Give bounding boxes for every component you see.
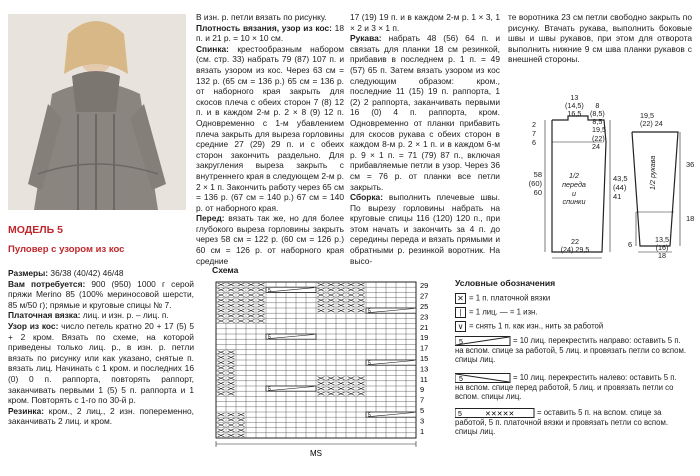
- row-number-label: 21: [420, 322, 429, 332]
- cuff-length-label: 18: [686, 214, 695, 223]
- cable-right-icon: [455, 336, 511, 346]
- column-4: [508, 12, 692, 65]
- cable-count-label: 5: [368, 308, 371, 315]
- cable-count-label: 5: [368, 412, 371, 419]
- slip-symbol-icon: ∨: [455, 321, 466, 332]
- legend-title: Условные обозначения: [455, 278, 556, 288]
- front-bottom-label: 22 (24) 29,5: [560, 237, 590, 254]
- cable-count-label: 5: [368, 360, 371, 367]
- legend-item: | = 1 лиц. — = 1 изн.: [455, 307, 685, 318]
- para: В изн. р. петли вязать по рисунку.: [196, 12, 327, 22]
- model-title: МОДЕЛЬ 5: [8, 224, 63, 236]
- row-number-label: 15: [420, 354, 429, 363]
- model-photo: [8, 14, 186, 210]
- row-number-label: 9: [420, 385, 425, 395]
- sleeve-hem-label: 6: [628, 240, 633, 249]
- para: Узор из кос: число петель кратно 20 + 17 (5) 5 + 2 кром. Вязать по схеме, на которой приведены только лиц. р., в изн. р. петли вязать по рисунку или как указано, снятые п. вязать лиц. Начинать с 1 кром. и последних 16 (0) 0 п. раппорта, повторять раппорт, заканчивать первыми 1 (5) 5 п. раппорта и 1 кром. Повторять с 1-го по 30-й р.: [8, 320, 194, 406]
- row-number-label: 27: [420, 291, 429, 301]
- front-center-label: 1/2 переда и спинки: [562, 171, 586, 207]
- armhole-label: 19,5 (22) 24: [592, 125, 606, 151]
- neck-width-label: 13 (14,5) 16,5: [565, 93, 584, 118]
- sleeve-length-label: 36: [686, 160, 695, 169]
- para: Рукава: набрать 48 (56) 64 п. и связать для планки 18 см резинкой, прибавив в последнем р. 1 п. = 49 (57) 65 п. Затем вязать узором из кос следующим образом: кром., последние 11 (15) 19 п. раппорта, 1 (2) 2 раппорта, заканчивать первыми 16 (0) 4 п. раппорта, кром. Одновременно от планки прибавить для скосов рукава с обеих сторон в каждом 8-м р. 2 × 1 п. и в каждом 6-м р. 9 × 1 п. = 71 (79) 87 п., включая прибавляемые петли в узор. Через 36 см = 76 р. от планки все петли закрыть.: [350, 33, 500, 192]
- legend-item: 5 ✕✕✕✕✕ = оставить 5 п. на вспом. спице за работой, 5 п. платочной вязки и провязать петли со вспом. спицы лиц.: [455, 408, 668, 437]
- para: те воротника 23 см петли свободно закрыть по рисунку. Втачать рукава, выполнить боковые швы и швы рукавов, при этом для отворота выполнить нижние 9 см шва планки рукавов с внешней стороны.: [508, 12, 692, 65]
- svg-text:5: 5: [458, 411, 462, 418]
- sleeve-label: 1/2 рукава: [648, 155, 657, 190]
- svg-text:5: 5: [459, 376, 463, 383]
- row-number-label: 29: [420, 281, 429, 291]
- row-number-label: 17: [420, 343, 429, 353]
- sleeve-bottom-label: 13,5 (16) 18: [655, 235, 669, 260]
- column-2: [196, 12, 344, 266]
- cable-left-icon: [455, 373, 511, 383]
- para: Сборка: выполнить плечевые швы. По вырезу горловины набрать на круговые спицы 116 (120) 120 п., при этом начать и закончить за 4 п. до середины переда и вязать прямыми и обратными р. резинкой воротник. На высо-: [350, 192, 500, 266]
- legend-item: ✕ = 1 п. платочной вязки: [455, 293, 685, 304]
- row-number-label: 5: [420, 406, 425, 415]
- para: Плотность вязания, узор из кос: 18 п. и 21 р. = 10 × 10 см.: [196, 22, 344, 44]
- repeat-label: MS: [310, 449, 322, 458]
- row-number-label: 3: [420, 416, 425, 426]
- knit-symbol-icon: |: [455, 307, 466, 318]
- chart-title: Схема: [212, 265, 239, 275]
- cable-count-label: 5: [268, 287, 271, 294]
- row-number-label: 13: [420, 364, 429, 374]
- legend-item: ∨ = снять 1 п. как изн., нить за работой: [455, 321, 685, 332]
- cable-count-label: 5: [268, 334, 271, 341]
- column-3: [350, 12, 500, 266]
- row-number-label: 7: [420, 395, 425, 405]
- knitting-chart: [214, 280, 436, 464]
- legend-item: 5 = 10 лиц. перекрестить направо: оставить 5 п. на вспом. спице за работой, 5 лиц. и провязать петли со вспом. спицы лиц.: [455, 336, 686, 365]
- front-side-label: 58 (60) 60: [528, 170, 542, 197]
- para: Платочная вязка: лиц. и изн. р. – лиц. п.: [8, 310, 169, 321]
- row-number-label: 25: [420, 302, 429, 311]
- legend-item: 5 = 10 лиц. перекрестить налево: оставить 5 п. на вспом. спице перед работой, 5 лиц. и провязать петли со вспом. спицы лиц.: [455, 373, 677, 402]
- para: Вам потребуется: 900 (950) 1000 г серой пряжи Merino 85 (100% мериносовой шерсти, 85 м/50 г); прямые и круговые спицы № 7.: [8, 278, 194, 310]
- row-number-label: 11: [420, 374, 428, 384]
- cable-count-label: 5: [268, 386, 271, 393]
- cross-symbol-icon: ✕: [455, 293, 466, 304]
- para: Размеры: 36/38 (40/42) 46/48: [8, 268, 124, 278]
- para: 17 (19) 19 п. и в каждом 2-м р. 1 × 3, 1 × 2 и 3 × 1 п.: [350, 12, 500, 33]
- column-1: [8, 268, 194, 427]
- shoulder-label: 8 (8,5) 8,5: [590, 101, 605, 126]
- row-number-label: 1: [420, 426, 425, 436]
- row-number-label: 19: [420, 333, 429, 343]
- neck-depth-label: 2 7 6: [532, 120, 536, 147]
- sleeve-top-label: 19,5 (22) 24: [640, 111, 663, 128]
- para: Резинка: кром., 2 лиц., 2 изн. попеременно, заканчивать 2 лиц. и кром.: [8, 405, 194, 427]
- model-subtitle: Пуловер с узором из кос: [8, 244, 125, 255]
- para: Перед: вязать так же, но для более глубокого выреза горловины закрыть через 58 см = 122 р. (60 см = 126 р.) 60 см = 126 р. от наборного края средние: [196, 213, 344, 266]
- para: Спинка: крестообразным набором (см. стр. 33) набрать 79 (87) 107 п. и вязать узором из кос. Через 63 см = 132 р. (65 см = 136 р.) 65 см = 136 р. от наборного края закрыть для скосов плеча с обеих сторон 7 (8) 12 п. и в каждом 2-м р. 2 × 8 (9) 12 п. Одновременно с 1-м убавлением плеча закрыть для выреза горловины средние 27 (29) 29 п. и с обеих сторон закончить раздельно. Для закругления выреза закрыть с внутреннего края в следующем 2-м р. 2 × 1 п. Закончить работу через 65 см = 136 р. (67 см = 140 р.) 67 см = 140 р. от наборного края.: [196, 43, 344, 213]
- front-right-label: 43,5 (44) 41: [613, 174, 628, 201]
- svg-text:5: 5: [459, 339, 463, 346]
- cable-seed-icon: [455, 408, 535, 418]
- row-number-label: 23: [420, 312, 429, 322]
- svg-text:✕✕✕✕✕: ✕✕✕✕✕: [485, 411, 515, 418]
